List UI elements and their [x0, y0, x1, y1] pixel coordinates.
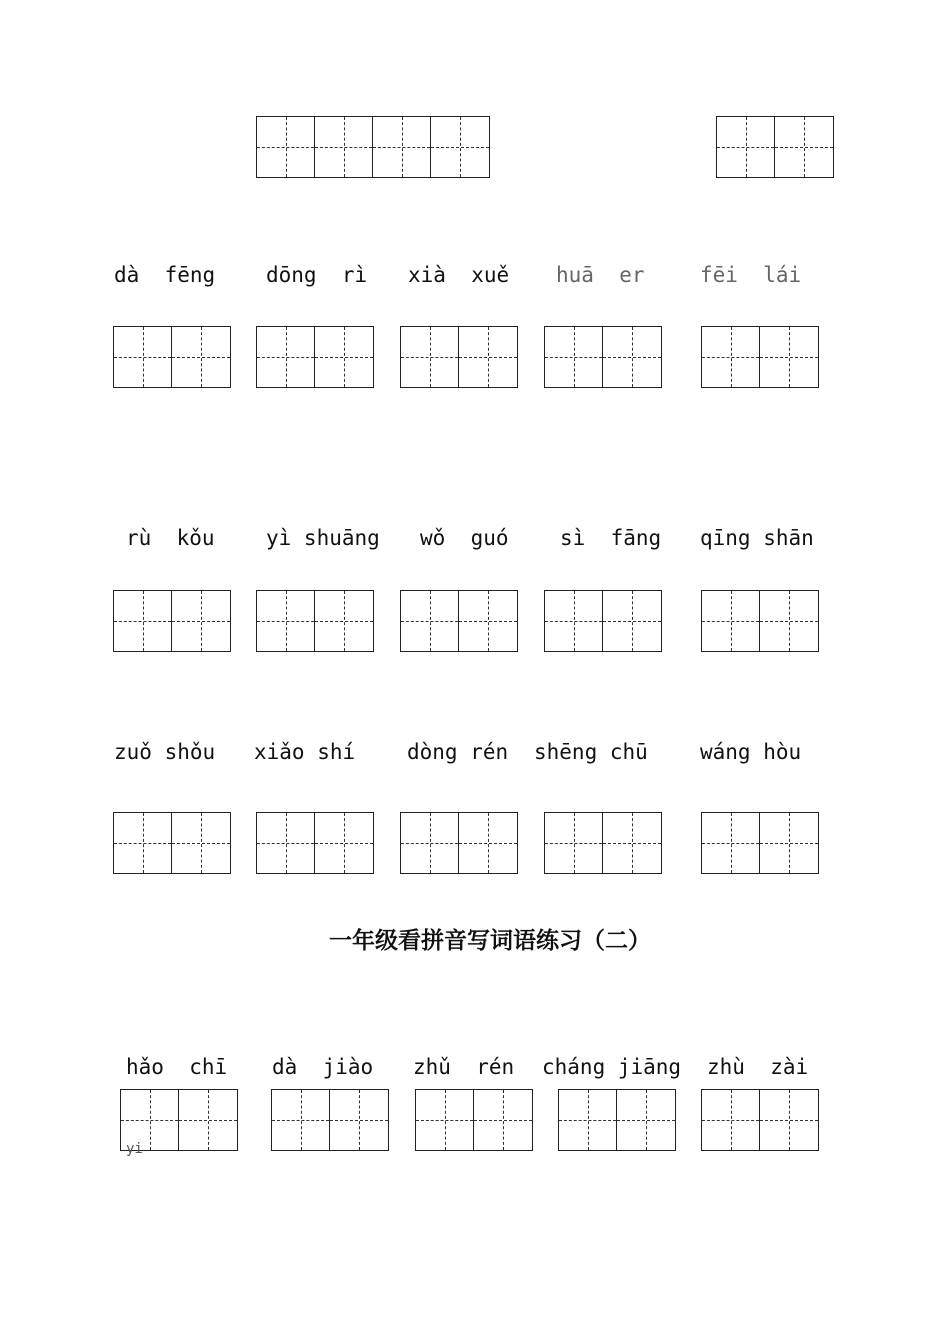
writing-grid[interactable] — [701, 590, 819, 652]
grid-cell[interactable] — [603, 591, 661, 651]
writing-grid[interactable] — [701, 326, 819, 388]
grid-cell[interactable] — [315, 813, 373, 873]
grid-cell[interactable] — [760, 591, 818, 651]
writing-grid-top-left[interactable] — [256, 116, 490, 178]
writing-grid[interactable] — [544, 590, 662, 652]
writing-grid[interactable] — [544, 326, 662, 388]
writing-grid[interactable] — [256, 590, 374, 652]
grid-cell[interactable] — [702, 327, 760, 387]
grid-cell[interactable] — [559, 1090, 617, 1150]
writing-grid[interactable] — [701, 812, 819, 874]
grid-cell[interactable] — [603, 327, 661, 387]
grid-cell[interactable] — [172, 591, 230, 651]
pinyin-label: shēng chū — [534, 740, 648, 764]
writing-grid[interactable] — [400, 326, 518, 388]
grid-cell[interactable] — [431, 117, 489, 177]
grid-cell[interactable] — [760, 327, 818, 387]
grid-cell[interactable] — [717, 117, 775, 177]
pinyin-label: hǎo chī — [126, 1055, 228, 1079]
writing-grid[interactable] — [113, 326, 231, 388]
grid-cell[interactable] — [702, 591, 760, 651]
pinyin-label: cháng jiāng — [542, 1055, 682, 1079]
grid-cell[interactable] — [603, 813, 661, 873]
grid-cell[interactable] — [617, 1090, 675, 1150]
grid-cell[interactable] — [459, 591, 517, 651]
pinyin-label: xià xuě — [408, 263, 510, 287]
grid-cell[interactable] — [257, 591, 315, 651]
grid-cell[interactable] — [702, 813, 760, 873]
grid-cell[interactable] — [272, 1090, 330, 1150]
writing-grid[interactable] — [415, 1089, 533, 1151]
grid-cell[interactable] — [373, 117, 431, 177]
grid-cell[interactable] — [702, 1090, 760, 1150]
writing-grid[interactable] — [256, 326, 374, 388]
grid-cell[interactable] — [315, 591, 373, 651]
grid-cell[interactable] — [330, 1090, 388, 1150]
writing-grid[interactable] — [558, 1089, 676, 1151]
grid-cell[interactable] — [114, 813, 172, 873]
grid-cell[interactable] — [775, 117, 833, 177]
writing-grid[interactable] — [400, 590, 518, 652]
pinyin-label: dà jiào — [272, 1055, 374, 1079]
writing-grid[interactable] — [701, 1089, 819, 1151]
grid-cell[interactable] — [474, 1090, 532, 1150]
grid-cell[interactable] — [179, 1090, 237, 1150]
writing-grid[interactable] — [400, 812, 518, 874]
grid-cell[interactable] — [459, 813, 517, 873]
writing-grid[interactable] — [544, 812, 662, 874]
grid-cell[interactable] — [760, 1090, 818, 1150]
grid-cell[interactable] — [172, 813, 230, 873]
pinyin-label: sì fāng — [560, 526, 662, 550]
pinyin-label: rù kǒu — [126, 526, 215, 550]
pinyin-label: dòng rén — [407, 740, 509, 764]
grid-cell[interactable] — [114, 327, 172, 387]
grid-cell[interactable] — [545, 327, 603, 387]
grid-cell[interactable] — [315, 327, 373, 387]
grid-cell[interactable] — [315, 117, 373, 177]
grid-cell[interactable] — [416, 1090, 474, 1150]
grid-cell[interactable] — [172, 327, 230, 387]
stray-mark: yi — [126, 1141, 143, 1157]
grid-cell[interactable] — [257, 327, 315, 387]
grid-cell[interactable] — [257, 813, 315, 873]
grid-cell[interactable] — [459, 327, 517, 387]
pinyin-label: zhù zài — [707, 1055, 809, 1079]
grid-cell[interactable] — [401, 327, 459, 387]
worksheet-title: 一年级看拼音写词语练习（二） — [329, 928, 651, 954]
grid-cell[interactable] — [401, 591, 459, 651]
pinyin-label: dōng rì — [266, 263, 368, 287]
grid-cell[interactable] — [257, 117, 315, 177]
pinyin-label: dà fēng — [114, 263, 216, 287]
writing-grid-top-right[interactable] — [716, 116, 834, 178]
grid-cell[interactable] — [545, 591, 603, 651]
writing-grid[interactable] — [256, 812, 374, 874]
writing-grid[interactable] — [113, 812, 231, 874]
pinyin-label: huā er — [556, 263, 645, 287]
pinyin-label: fēi lái — [700, 263, 802, 287]
pinyin-label: zuǒ shǒu — [114, 740, 216, 764]
grid-cell[interactable] — [114, 591, 172, 651]
writing-grid[interactable] — [271, 1089, 389, 1151]
writing-grid[interactable] — [113, 590, 231, 652]
pinyin-label: xiǎo shí — [254, 740, 356, 764]
pinyin-label: wǒ guó — [420, 526, 509, 550]
pinyin-label: qīng shān — [700, 526, 814, 550]
grid-cell[interactable] — [760, 813, 818, 873]
grid-cell[interactable] — [545, 813, 603, 873]
pinyin-label: zhǔ rén — [413, 1055, 515, 1079]
pinyin-label: wáng hòu — [700, 740, 802, 764]
grid-cell[interactable] — [401, 813, 459, 873]
pinyin-label: yì shuāng — [266, 526, 380, 550]
